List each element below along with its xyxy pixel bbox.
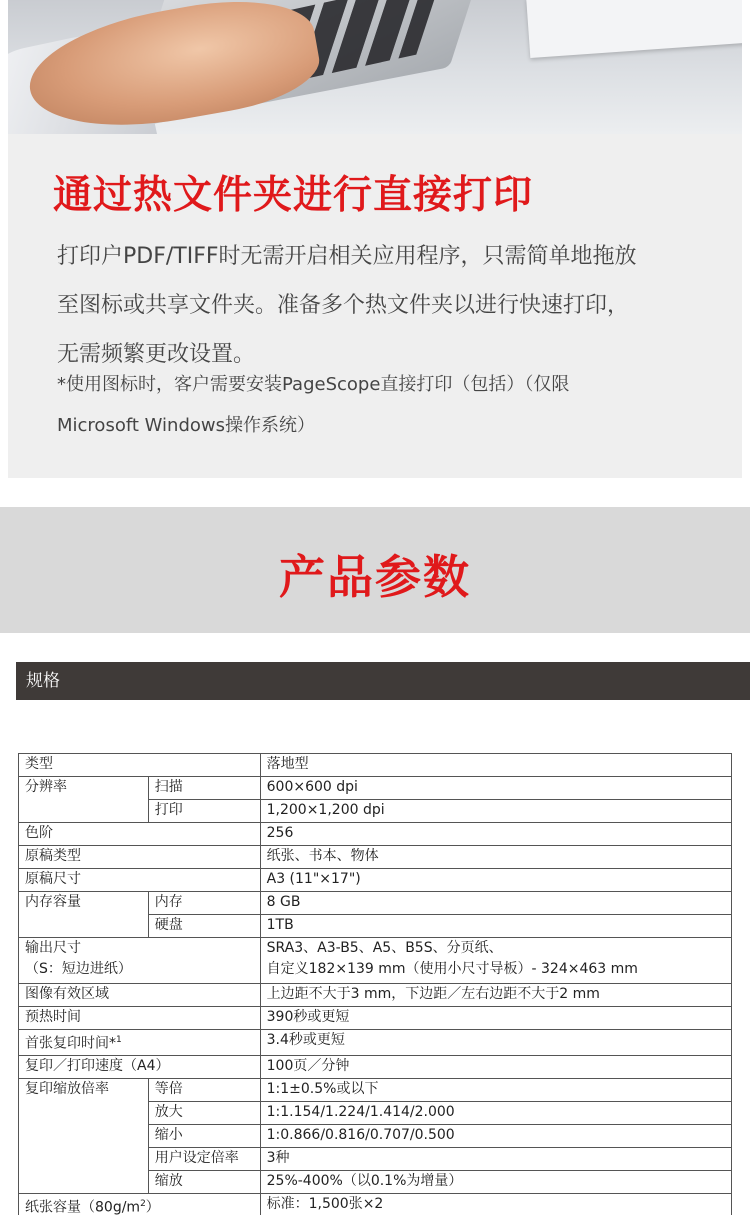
row-value: 上边距不大于3 mm，下边距／左右边距不大于2 mm (260, 984, 731, 1007)
hot-folder-feature-section (8, 134, 742, 478)
spec-header-bar (16, 662, 750, 700)
row-label: 图像有效区域 (19, 984, 261, 1007)
row-sublabel: 内存 (148, 892, 260, 915)
row-sublabel: 等倍 (148, 1078, 260, 1101)
banner-title: 产品参数 (279, 550, 471, 604)
row-value: 1TB (260, 915, 731, 938)
row-label (19, 1030, 261, 1056)
table-row (19, 1007, 732, 1030)
table-row (19, 1193, 732, 1215)
table-row (19, 1078, 732, 1101)
row-label: 类型 (19, 754, 261, 777)
spec-header-label: 规格 (26, 671, 60, 691)
row-value: 600×600 dpi (260, 777, 731, 800)
table-row (19, 823, 732, 846)
feature-desc-line: 打印户PDF/TIFF时无需开启相关应用程序，只需简单地拖放 (57, 244, 637, 269)
feature-note-line: *使用图标时，客户需要安装PageScope直接打印（包括）（仅限 (57, 374, 570, 395)
row-value: 3种 (260, 1147, 731, 1170)
feature-title: 通过热文件夹进行直接打印 (53, 173, 534, 218)
row-value: 100页／分钟 (260, 1055, 731, 1078)
row-sublabel: 放大 (148, 1101, 260, 1124)
table-row (19, 777, 732, 800)
footnote-marker: 1 (116, 1035, 122, 1045)
row-sublabel: 硬盘 (148, 915, 260, 938)
row-value: 纸张、书本、物体 (260, 846, 731, 869)
row-value: 1:1.154/1.224/1.414/2.000 (260, 1101, 731, 1124)
row-value: 390秒或更短 (260, 1007, 731, 1030)
row-label: 预热时间 (19, 1007, 261, 1030)
photo-hand-shape (21, 0, 326, 134)
row-sublabel: 打印 (148, 800, 260, 823)
row-label-text: 首张复印时间* (25, 1035, 116, 1052)
row-label: 内存容量 (19, 892, 149, 938)
feature-desc-line: 至图标或共享文件夹。准备多个热文件夹以进行快速打印， (57, 293, 630, 318)
row-value: 25%-400%（以0.1%为增量） (260, 1170, 731, 1193)
table-row (19, 846, 732, 869)
table-row (19, 754, 732, 777)
row-label-text: 纸张容量（80g/m (25, 1199, 141, 1215)
table-row (19, 984, 732, 1007)
row-value: 8 GB (260, 892, 731, 915)
row-value-line: 自定义182×139 mm（使用小尺寸导板）- 324×463 mm (266, 961, 638, 977)
feature-desc-line: 无需频繁更改设置。 (57, 342, 256, 367)
feature-note (57, 364, 717, 446)
row-value: 1,200×1,200 dpi (260, 800, 731, 823)
row-label: 分辨率 (19, 777, 149, 823)
table-row (19, 1055, 732, 1078)
superscript: 2 (140, 1198, 146, 1209)
row-label: 色阶 (19, 823, 261, 846)
row-sublabel: 缩小 (148, 1124, 260, 1147)
row-value: 标准：1,500张×2 (260, 1193, 731, 1215)
row-label: 复印缩放倍率 (19, 1078, 149, 1193)
row-label-line: （S：短边进纸） (25, 961, 132, 977)
laptop-typing-photo (8, 0, 742, 134)
table-row (19, 1030, 732, 1056)
table-row (19, 938, 732, 984)
feature-description (57, 232, 717, 379)
row-value: 1:0.866/0.816/0.707/0.500 (260, 1124, 731, 1147)
row-value: 1:1±0.5%或以下 (260, 1078, 731, 1101)
product-params-banner (0, 507, 750, 633)
row-value (260, 938, 731, 984)
row-sublabel: 缩放 (148, 1170, 260, 1193)
table-row (19, 892, 732, 915)
row-label-end: ） (145, 1199, 160, 1215)
row-label: 复印／打印速度（A4） (19, 1055, 261, 1078)
row-value: 256 (260, 823, 731, 846)
table-row (19, 869, 732, 892)
row-value: 3.4秒或更短 (260, 1030, 731, 1056)
row-label (19, 938, 261, 984)
spec-table (18, 753, 732, 1215)
row-value: 落地型 (260, 754, 731, 777)
row-value: A3 (11"×17") (260, 869, 731, 892)
feature-note-line: Microsoft Windows操作系统） (57, 415, 315, 436)
row-sublabel: 扫描 (148, 777, 260, 800)
row-label: 原稿尺寸 (19, 869, 261, 892)
row-label (19, 1193, 261, 1215)
row-sublabel: 用户设定倍率 (148, 1147, 260, 1170)
row-label: 原稿类型 (19, 846, 261, 869)
row-label-line: 输出尺寸 (25, 940, 81, 956)
row-value-line: SRA3、A3-B5、A5、B5S、分页纸、 (266, 940, 503, 956)
photo-paper-shape (526, 0, 742, 58)
